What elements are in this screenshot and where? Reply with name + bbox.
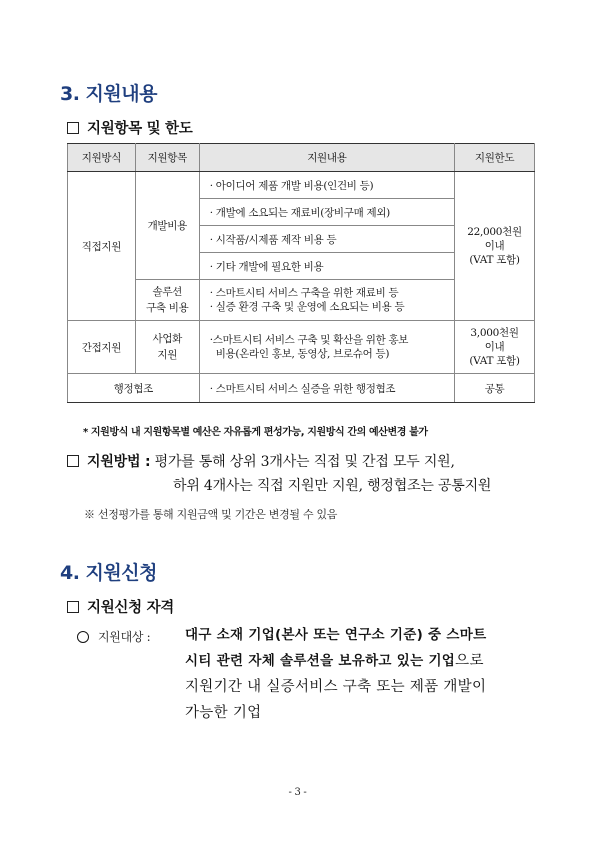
support-method-line1: [67, 451, 455, 471]
target-tail: 으로: [455, 653, 484, 669]
header-contents: 지원내용: [199, 144, 454, 172]
section-3-subtitle: [67, 117, 192, 138]
table-row: [68, 172, 535, 199]
indirect-item-line1: 사업화: [152, 333, 183, 345]
indirect-method-cell: 간접지원: [68, 321, 136, 374]
direct-limit-within: 이내: [484, 240, 505, 252]
page-number: - 3 -: [288, 787, 307, 798]
section-4-title: 4. 지원신청: [60, 562, 157, 584]
header-item: 지원항목: [135, 144, 199, 172]
indirect-item-line2: 지원: [157, 349, 178, 361]
support-method-text-1: 평가를 통해 상위 3개사는 직접 및 간접 모두 지원,: [154, 454, 455, 470]
budget-note: * 지원방식 내 지원항목별 예산은 자유롭게 편성가능, 지원방식 간의 예산변경 불가: [83, 427, 428, 438]
checkbox-icon: [67, 122, 79, 134]
direct-limit-vat: (VAT 포함): [469, 254, 520, 266]
admin-method-cell: 행정협조: [68, 374, 200, 403]
indirect-limit-vat: (VAT 포함): [469, 355, 520, 367]
target-line-4: 가능한 기업: [185, 705, 262, 721]
dev-item-cell: 개발비용: [135, 172, 199, 280]
dev-content-2: · 개발에 소요되는 재료비(장비구매 제외): [199, 199, 454, 226]
target-label: 지원대상 :: [98, 630, 151, 644]
dev-content-1: · 아이디어 제품 개발 비용(인건비 등): [199, 172, 454, 199]
solution-item-line1: 솔루션: [152, 286, 183, 298]
solution-content-2: · 실증 환경 구축 및 운영에 소요되는 비용 등: [209, 301, 405, 313]
subtitle-text: 지원항목 및 한도: [87, 121, 193, 137]
checkbox-icon: [67, 601, 79, 613]
checkbox-icon: [67, 455, 79, 467]
support-method-text-2: 하위 4개사는 직접 지원만 지원, 행정협조는 공통지원: [173, 478, 492, 494]
remark-text: ※ 선정평가를 통해 지원금액 및 기간은 변경될 수 있음: [84, 508, 338, 521]
direct-method-cell: 직접지원: [68, 172, 136, 321]
indirect-limit-amount: 3,000천원: [470, 327, 519, 339]
indirect-content-2: 비용(온라인 홍보, 동영상, 브로슈어 등): [215, 348, 390, 360]
table-row: [68, 374, 535, 403]
solution-item-cell: [135, 280, 199, 321]
header-limit: 지원한도: [455, 144, 535, 172]
section-4-subtitle: [67, 596, 174, 617]
indirect-content-cell: [199, 321, 454, 374]
support-table: [67, 143, 535, 403]
dev-content-4: · 기타 개발에 필요한 비용: [199, 253, 454, 280]
direct-limit-cell: [455, 172, 535, 321]
solution-content-1: · 스마트시티 서비스 구축을 위한 재료비 등: [209, 287, 399, 299]
solution-item-line2: 구축 비용: [146, 302, 189, 314]
target-bold-1: 대구 소재 기업(본사 또는 연구소 기준) 중 스마트: [185, 627, 487, 643]
admin-limit-cell: 공통: [455, 374, 535, 403]
subtitle-text: 지원신청 자격: [87, 600, 174, 616]
direct-limit-amount: 22,000천원: [467, 226, 522, 238]
target-description: [185, 622, 545, 726]
support-method-label: 지원방법 :: [87, 454, 151, 470]
target-line-3: 지원기간 내 실증서비스 구축 또는 제품 개발이: [185, 679, 487, 695]
indirect-content-1: ·스마트시티 서비스 구축 및 확산을 위한 홍보: [209, 334, 409, 346]
bullet-circle-icon: [77, 628, 89, 647]
table-row: [68, 321, 535, 374]
solution-content-cell: [199, 280, 454, 321]
target-bold-2: 시티 관련 자체 솔루션을 보유하고 있는 기업: [185, 653, 456, 669]
admin-content-cell: · 스마트시티 서비스 실증을 위한 행정협조: [199, 374, 454, 403]
dev-content-3: · 시작품/시제품 제작 비용 등: [199, 226, 454, 253]
indirect-item-cell: [135, 321, 199, 374]
indirect-limit-within: 이내: [484, 341, 505, 353]
header-method: 지원방식: [68, 144, 136, 172]
table-header-row: [68, 144, 535, 172]
indirect-limit-cell: [455, 321, 535, 374]
section-3-title: 3. 지원내용: [60, 83, 157, 105]
